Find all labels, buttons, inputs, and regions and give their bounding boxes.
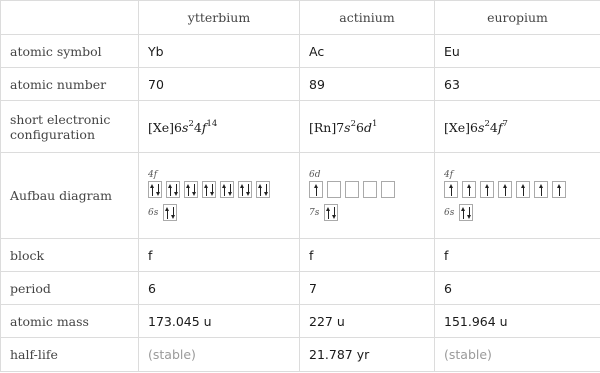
orbital-label: 6s: [444, 207, 455, 218]
orbital-group: [309, 204, 425, 221]
corner-cell: [1, 1, 139, 35]
row-label: atomic number: [1, 68, 139, 101]
row-label: atomic mass: [1, 305, 139, 338]
orbital-box: [163, 204, 177, 221]
orbital-box: [166, 181, 180, 198]
row-label: Aufbau diagram: [1, 153, 139, 239]
orbital-box: [202, 181, 216, 198]
orbital-boxes: [459, 204, 473, 221]
orbital-label: 6s: [148, 207, 159, 218]
table-row: [1, 101, 600, 153]
orbital-box: [327, 181, 341, 198]
spin-down-arrow-icon: [246, 184, 251, 196]
orbital-boxes: [163, 204, 177, 221]
cell-value: 21.787 yr: [300, 338, 435, 372]
row-label: short electronic configuration: [1, 101, 139, 153]
spin-up-arrow-icon: [326, 207, 331, 219]
orbital-group: [148, 170, 290, 198]
aufbau-container: [309, 170, 425, 221]
orbital-box: [498, 181, 512, 198]
orbital-box: [220, 181, 234, 198]
spin-up-arrow-icon: [258, 184, 263, 196]
cell-value: 151.964 u: [435, 305, 600, 338]
orbital-box: [324, 204, 338, 221]
header-row: [1, 1, 600, 35]
spin-down-arrow-icon: [210, 184, 215, 196]
cell-value: f: [139, 239, 300, 272]
orbital-box: [309, 181, 323, 198]
table-row: [1, 35, 600, 68]
spin-up-arrow-icon: [204, 184, 209, 196]
cell-value: 6: [435, 272, 600, 305]
spin-up-arrow-icon: [168, 184, 173, 196]
orbital-group: [148, 204, 290, 221]
orbital-label: 4f: [444, 170, 454, 180]
spin-up-arrow-icon: [186, 184, 191, 196]
orbital-label: 7s: [309, 207, 320, 218]
spin-up-arrow-icon: [150, 184, 155, 196]
orbital-group: [444, 170, 591, 198]
electron-config: $[Xe]6s^24f^7$: [435, 101, 600, 153]
row-label: half-life: [1, 338, 139, 372]
spin-up-arrow-icon: [539, 184, 544, 196]
electron-config: $[Xe]6s^24f^{14}$: [139, 101, 300, 153]
spin-up-arrow-icon: [165, 207, 170, 219]
orbital-box: [516, 181, 530, 198]
orbital-box: [345, 181, 359, 198]
table-row: [1, 305, 600, 338]
column-header-actinium: actinium: [300, 1, 435, 35]
spin-up-arrow-icon: [521, 184, 526, 196]
orbital-box: [480, 181, 494, 198]
table-row: [1, 239, 600, 272]
electron-config: $[Rn]7s^26d^1$: [300, 101, 435, 153]
cell-value: f: [435, 239, 600, 272]
orbital-boxes: [309, 181, 425, 198]
orbital-box: [256, 181, 270, 198]
cell-value: (stable): [435, 338, 600, 372]
spin-down-arrow-icon: [467, 207, 472, 219]
table-row: [1, 272, 600, 305]
spin-down-arrow-icon: [156, 184, 161, 196]
spin-down-arrow-icon: [332, 207, 337, 219]
spin-down-arrow-icon: [264, 184, 269, 196]
orbital-boxes: [444, 181, 591, 198]
aufbau-diagram: [435, 153, 600, 239]
orbital-label: 6d: [309, 170, 321, 180]
table-row: [1, 338, 600, 372]
spin-up-arrow-icon: [467, 184, 472, 196]
spin-up-arrow-icon: [557, 184, 562, 196]
orbital-box: [381, 181, 395, 198]
spin-down-arrow-icon: [228, 184, 233, 196]
spin-up-arrow-icon: [314, 184, 319, 196]
orbital-box: [148, 181, 162, 198]
orbital-box: [534, 181, 548, 198]
column-header-ytterbium: ytterbium: [139, 1, 300, 35]
spin-down-arrow-icon: [171, 207, 176, 219]
cell-value: 63: [435, 68, 600, 101]
orbital-box: [444, 181, 458, 198]
column-header-europium: europium: [435, 1, 600, 35]
orbital-box: [238, 181, 252, 198]
orbital-box: [363, 181, 377, 198]
spin-up-arrow-icon: [222, 184, 227, 196]
spin-up-arrow-icon: [485, 184, 490, 196]
cell-value: 173.045 u: [139, 305, 300, 338]
orbital-box: [462, 181, 476, 198]
row-label: period: [1, 272, 139, 305]
cell-value: (stable): [139, 338, 300, 372]
cell-value: Ac: [300, 35, 435, 68]
cell-value: Eu: [435, 35, 600, 68]
orbital-group: [309, 170, 425, 198]
cell-value: 6: [139, 272, 300, 305]
orbital-label: 4f: [148, 170, 158, 180]
orbital-box: [184, 181, 198, 198]
cell-value: 70: [139, 68, 300, 101]
orbital-group: [444, 204, 591, 221]
table-row: [1, 68, 600, 101]
cell-value: 7: [300, 272, 435, 305]
aufbau-container: [148, 170, 290, 221]
orbital-box: [459, 204, 473, 221]
spin-up-arrow-icon: [240, 184, 245, 196]
spin-up-arrow-icon: [461, 207, 466, 219]
table-row: [1, 153, 600, 239]
spin-down-arrow-icon: [174, 184, 179, 196]
orbital-boxes: [324, 204, 338, 221]
cell-value: 89: [300, 68, 435, 101]
spin-up-arrow-icon: [503, 184, 508, 196]
cell-value: f: [300, 239, 435, 272]
aufbau-diagram: [300, 153, 435, 239]
row-label: atomic symbol: [1, 35, 139, 68]
aufbau-container: [444, 170, 591, 221]
cell-value: Yb: [139, 35, 300, 68]
spin-down-arrow-icon: [192, 184, 197, 196]
row-label: block: [1, 239, 139, 272]
aufbau-diagram: [139, 153, 300, 239]
orbital-boxes: [148, 181, 290, 198]
orbital-box: [552, 181, 566, 198]
cell-value: 227 u: [300, 305, 435, 338]
spin-up-arrow-icon: [449, 184, 454, 196]
